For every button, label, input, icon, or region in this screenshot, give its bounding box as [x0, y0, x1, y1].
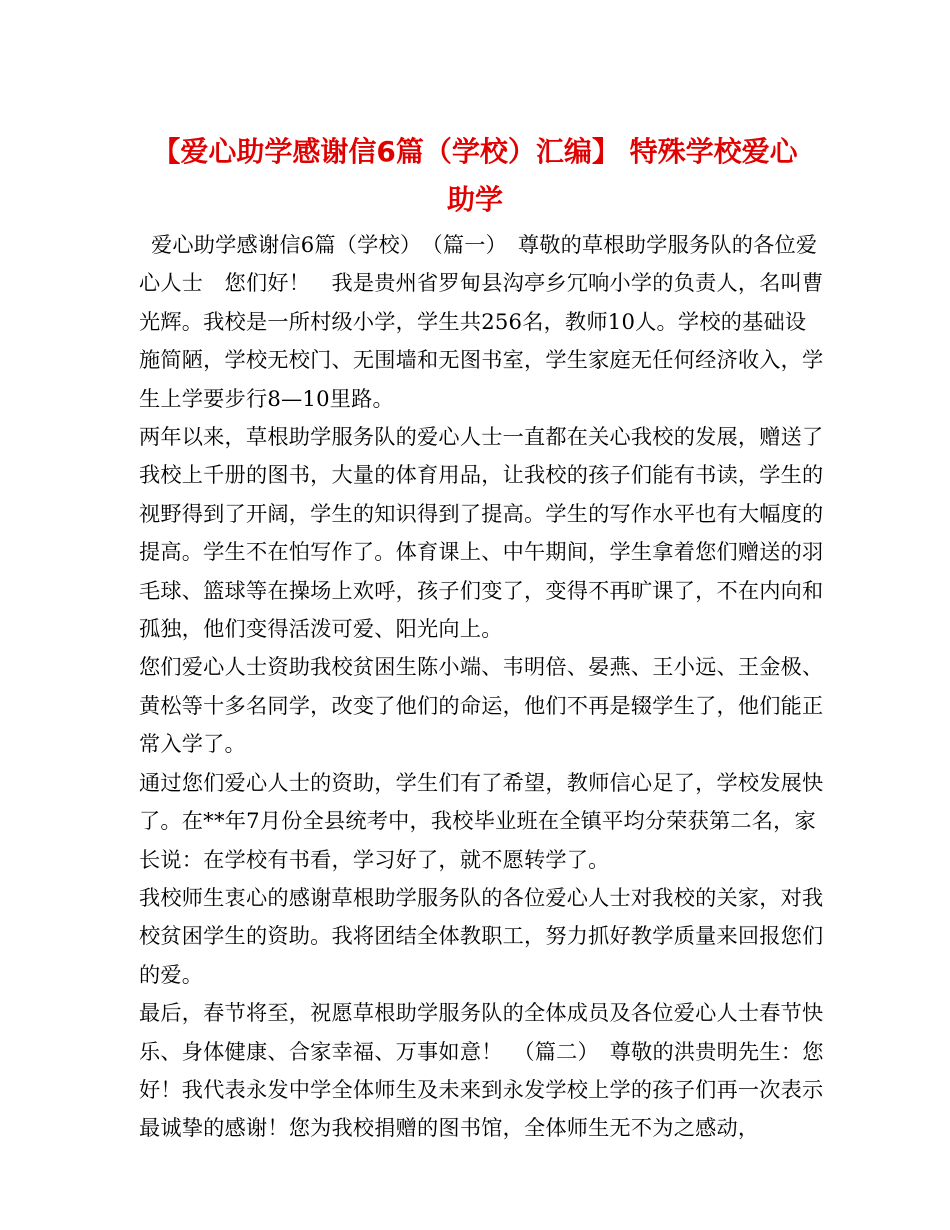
- document-title: [110, 128, 840, 224]
- title-line-2: 助学: [446, 183, 503, 216]
- paragraph-5: 我校师生衷心的感谢草根助学服务队的各位爱心人士对我校的关家，对我校贫困学生的资助。我将团结全体教职工，努力抓好教学质量来回报您们的爱。: [139, 884, 824, 987]
- paragraph-6: 最后，春节将至，祝愿草根助学服务队的全体成员及各位爱心人士春节快乐、身体健康、合家幸福、万事如意！ （篇二） 尊敬的洪贵明先生：您好！我代表永发中学全体师生及未来到永发学校上学的孩子们再一次表示最诚挚的感谢！您为我校捐赠的图书馆，全体师生无不为之感动，: [139, 1000, 824, 1141]
- paragraph-2: 两年以来，草根助学服务队的爱心人士一直都在关心我校的发展，赠送了我校上千册的图书，大量的体育用品，让我校的孩子们能有书读，学生的视野得到了开阔，学生的知识得到了提高。学生的写作水平也有大幅度的提高。学生不在怕写作了。体育课上、中午期间，学生拿着您们赠送的羽毛球、篮球等在操场上欢呼，孩子们变了，变得不再旷课了，不在内向和孤独，他们变得活泼可爱、阳光向上。: [139, 424, 824, 642]
- document-body: [139, 226, 827, 1148]
- title-line-1: 【爱心助学感谢信6篇（学校）汇编】 特殊学校爱心: [152, 135, 798, 168]
- paragraph-1: 爱心助学感谢信6篇（学校） （篇一） 尊敬的草根助学服务队的各位爱心人士 您们好！ 我是贵州省罗甸县沟亭乡冗响小学的负责人，名叫曹光辉。我校是一所村级小学，学生共256名，教师10人。学校的基础设施简陋，学校无校门、无围墙和无图书室，学生家庭无任何经济收入，学生上学要步行8—10里路。: [139, 232, 824, 411]
- paragraph-4: 通过您们爱心人士的资助，学生们有了希望，教师信心足了，学校发展快了。在**年7月份全县统考中，我校毕业班在全镇平均分荣获第二名，家长说：在学校有书看，学习好了，就不愿转学了。: [139, 769, 824, 872]
- paragraph-3: 您们爱心人士资助我校贫困生陈小端、韦明倍、晏燕、王小远、王金极、黄松等十多名同学，改变了他们的命运，他们不再是辍学生了，他们能正常入学了。: [139, 654, 824, 757]
